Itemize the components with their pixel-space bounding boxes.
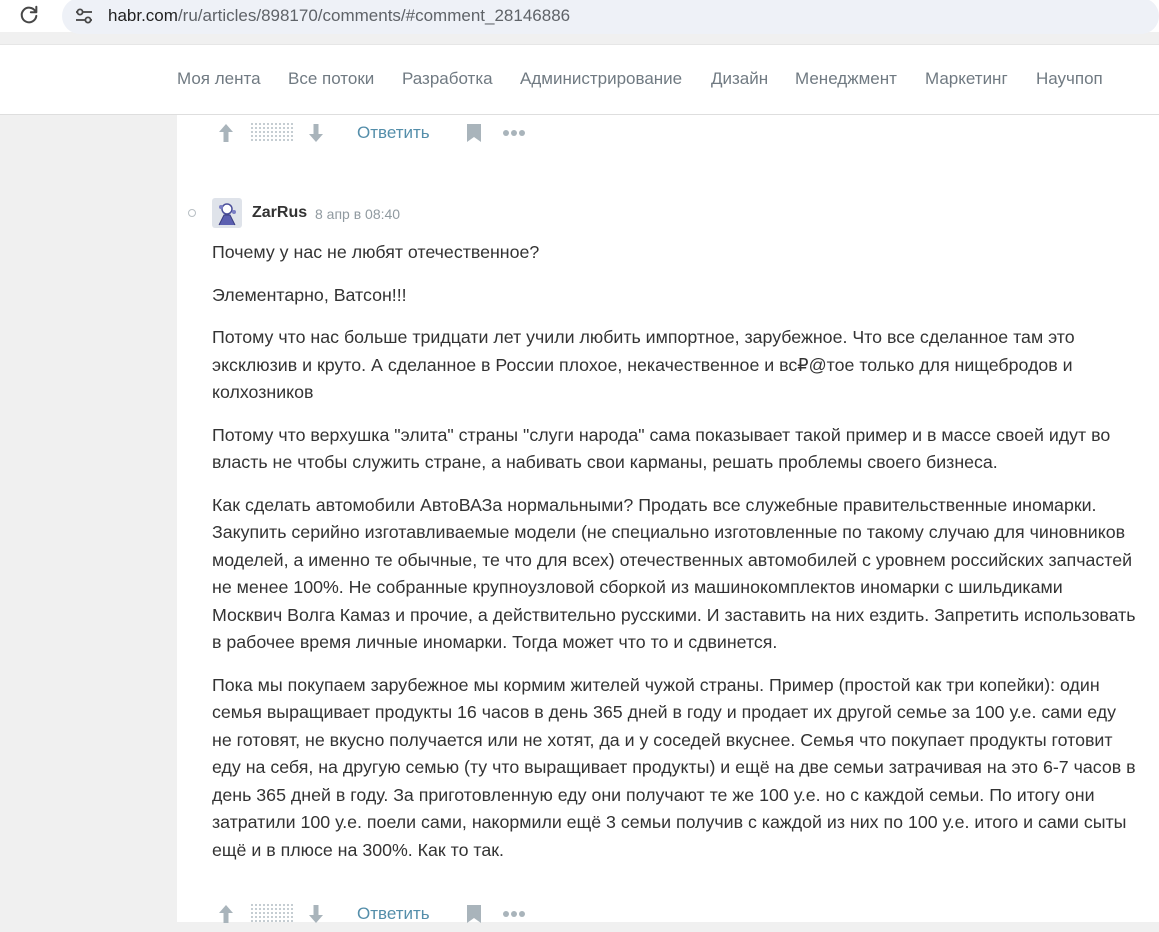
nav-item-all-streams[interactable]: Все потоки bbox=[288, 69, 375, 88]
comments-column bbox=[177, 115, 1159, 922]
nav-item-marketing[interactable]: Маркетинг bbox=[925, 69, 1008, 88]
reload-icon[interactable] bbox=[18, 4, 40, 26]
hub-navigation bbox=[0, 44, 1159, 115]
vote-up-icon[interactable] bbox=[217, 904, 235, 924]
comment-paragraph: Пока мы покупаем зарубежное мы кормим жителей чужой страны. Пример (простой как три копейки): один семья выращивает продукты 16 часов в день 365 дней в году и продает их другой семье за 100 у.е. сами еду не готовят, не вкусно получается или не хотят, да и у соседей вкуснее. Семья что покупает продукты готовит еду на себя, на другую семью (ту что выращивает продукты) и ещё на две семьи затрачивая на это 6-7 часов в день 365 дней в году. За приготовленную еду они получают те же 100 у.е. но с каждой семьи. По итогу они затратили 100 у.е. поели сами, накормили ещё 3 семьи получив с каждой из них по 100 у.е. итого и сами сыты ещё и в плюсе на 300%. Как то так. bbox=[212, 674, 1136, 860]
url-path: /ru/articles/898170/comments/#comment_28146886 bbox=[177, 6, 571, 25]
nav-item-feed[interactable]: Моя лента bbox=[177, 69, 261, 88]
vote-down-icon[interactable] bbox=[307, 904, 325, 924]
thread-marker[interactable] bbox=[188, 209, 196, 217]
score-hidden-icon bbox=[251, 123, 293, 143]
more-options-icon[interactable] bbox=[502, 129, 526, 137]
nav-item-administration[interactable]: Администрирование bbox=[520, 69, 683, 88]
comment-paragraph: Элементарно, Ватсон!!! bbox=[212, 284, 407, 305]
reply-button[interactable]: Ответить bbox=[357, 904, 430, 923]
comment-footer-previous bbox=[177, 115, 577, 151]
reply-button[interactable]: Ответить bbox=[357, 123, 430, 142]
comment-paragraph: Почему у нас не любят отечественное? bbox=[212, 242, 540, 262]
comment-author[interactable]: ZarRus bbox=[252, 204, 308, 221]
nav-item-management[interactable]: Менеджмент bbox=[795, 69, 897, 88]
browser-toolbar bbox=[0, 0, 1159, 32]
avatar[interactable] bbox=[212, 198, 242, 228]
bookmark-icon[interactable] bbox=[466, 123, 482, 143]
url-host: habr.com bbox=[108, 6, 178, 25]
vote-up-icon[interactable] bbox=[217, 123, 235, 143]
more-options-icon[interactable] bbox=[502, 910, 526, 918]
nav-item-popsci[interactable]: Научпоп bbox=[1036, 69, 1103, 88]
comment-footer bbox=[177, 896, 577, 932]
nav-item-design[interactable]: Дизайн bbox=[711, 69, 769, 88]
nav-item-development[interactable]: Разработка bbox=[402, 69, 493, 88]
bookmark-icon[interactable] bbox=[466, 904, 482, 924]
address-bar[interactable] bbox=[62, 0, 1159, 34]
score-hidden-icon bbox=[251, 904, 293, 924]
comment-paragraph: Как сделать автомобили АвтоВАЗа нормальными? Продать все служебные правительственные иномарки. Закупить серийно изготавливаемые модели (не специально изготовленные по такому случаю для чиновников моделей, а именно те обычные, те что для всех) отечественных автомобилей с уровнем российских запчастей не менее 100%. Не собранные крупноузловой сборкой из машинокомплектов иномарки с шильдиками Москвич Волга Камаз и прочие, а действительно русскими. И заставить на них ездить. Запретить использовать в рабочее время личные иномарки. Тогда может что то и сдвинется. bbox=[212, 494, 1136, 652]
comment-time[interactable]: 8 апр в 08:40 bbox=[315, 206, 401, 222]
comment-paragraph: Потому что верхушка "элита" страны "слуги народа" сама показывает такой пример и в массе своей идут во власть не чтобы служить стране, а набивать свои карманы, решать проблемы своего бизнеса. bbox=[212, 424, 1111, 472]
site-info-icon[interactable] bbox=[74, 6, 94, 26]
comment-paragraph: Потому что нас больше тридцати лет учили любить импортное, зарубежное. Что все сделанное там это эксклюзив и круто. А сделанное в России плохое, некачественное и вс₽@тое только для нищебродов и колхозников bbox=[212, 327, 1075, 402]
vote-down-icon[interactable] bbox=[307, 123, 325, 143]
comment-body bbox=[212, 239, 1137, 879]
url-text[interactable] bbox=[108, 6, 570, 26]
